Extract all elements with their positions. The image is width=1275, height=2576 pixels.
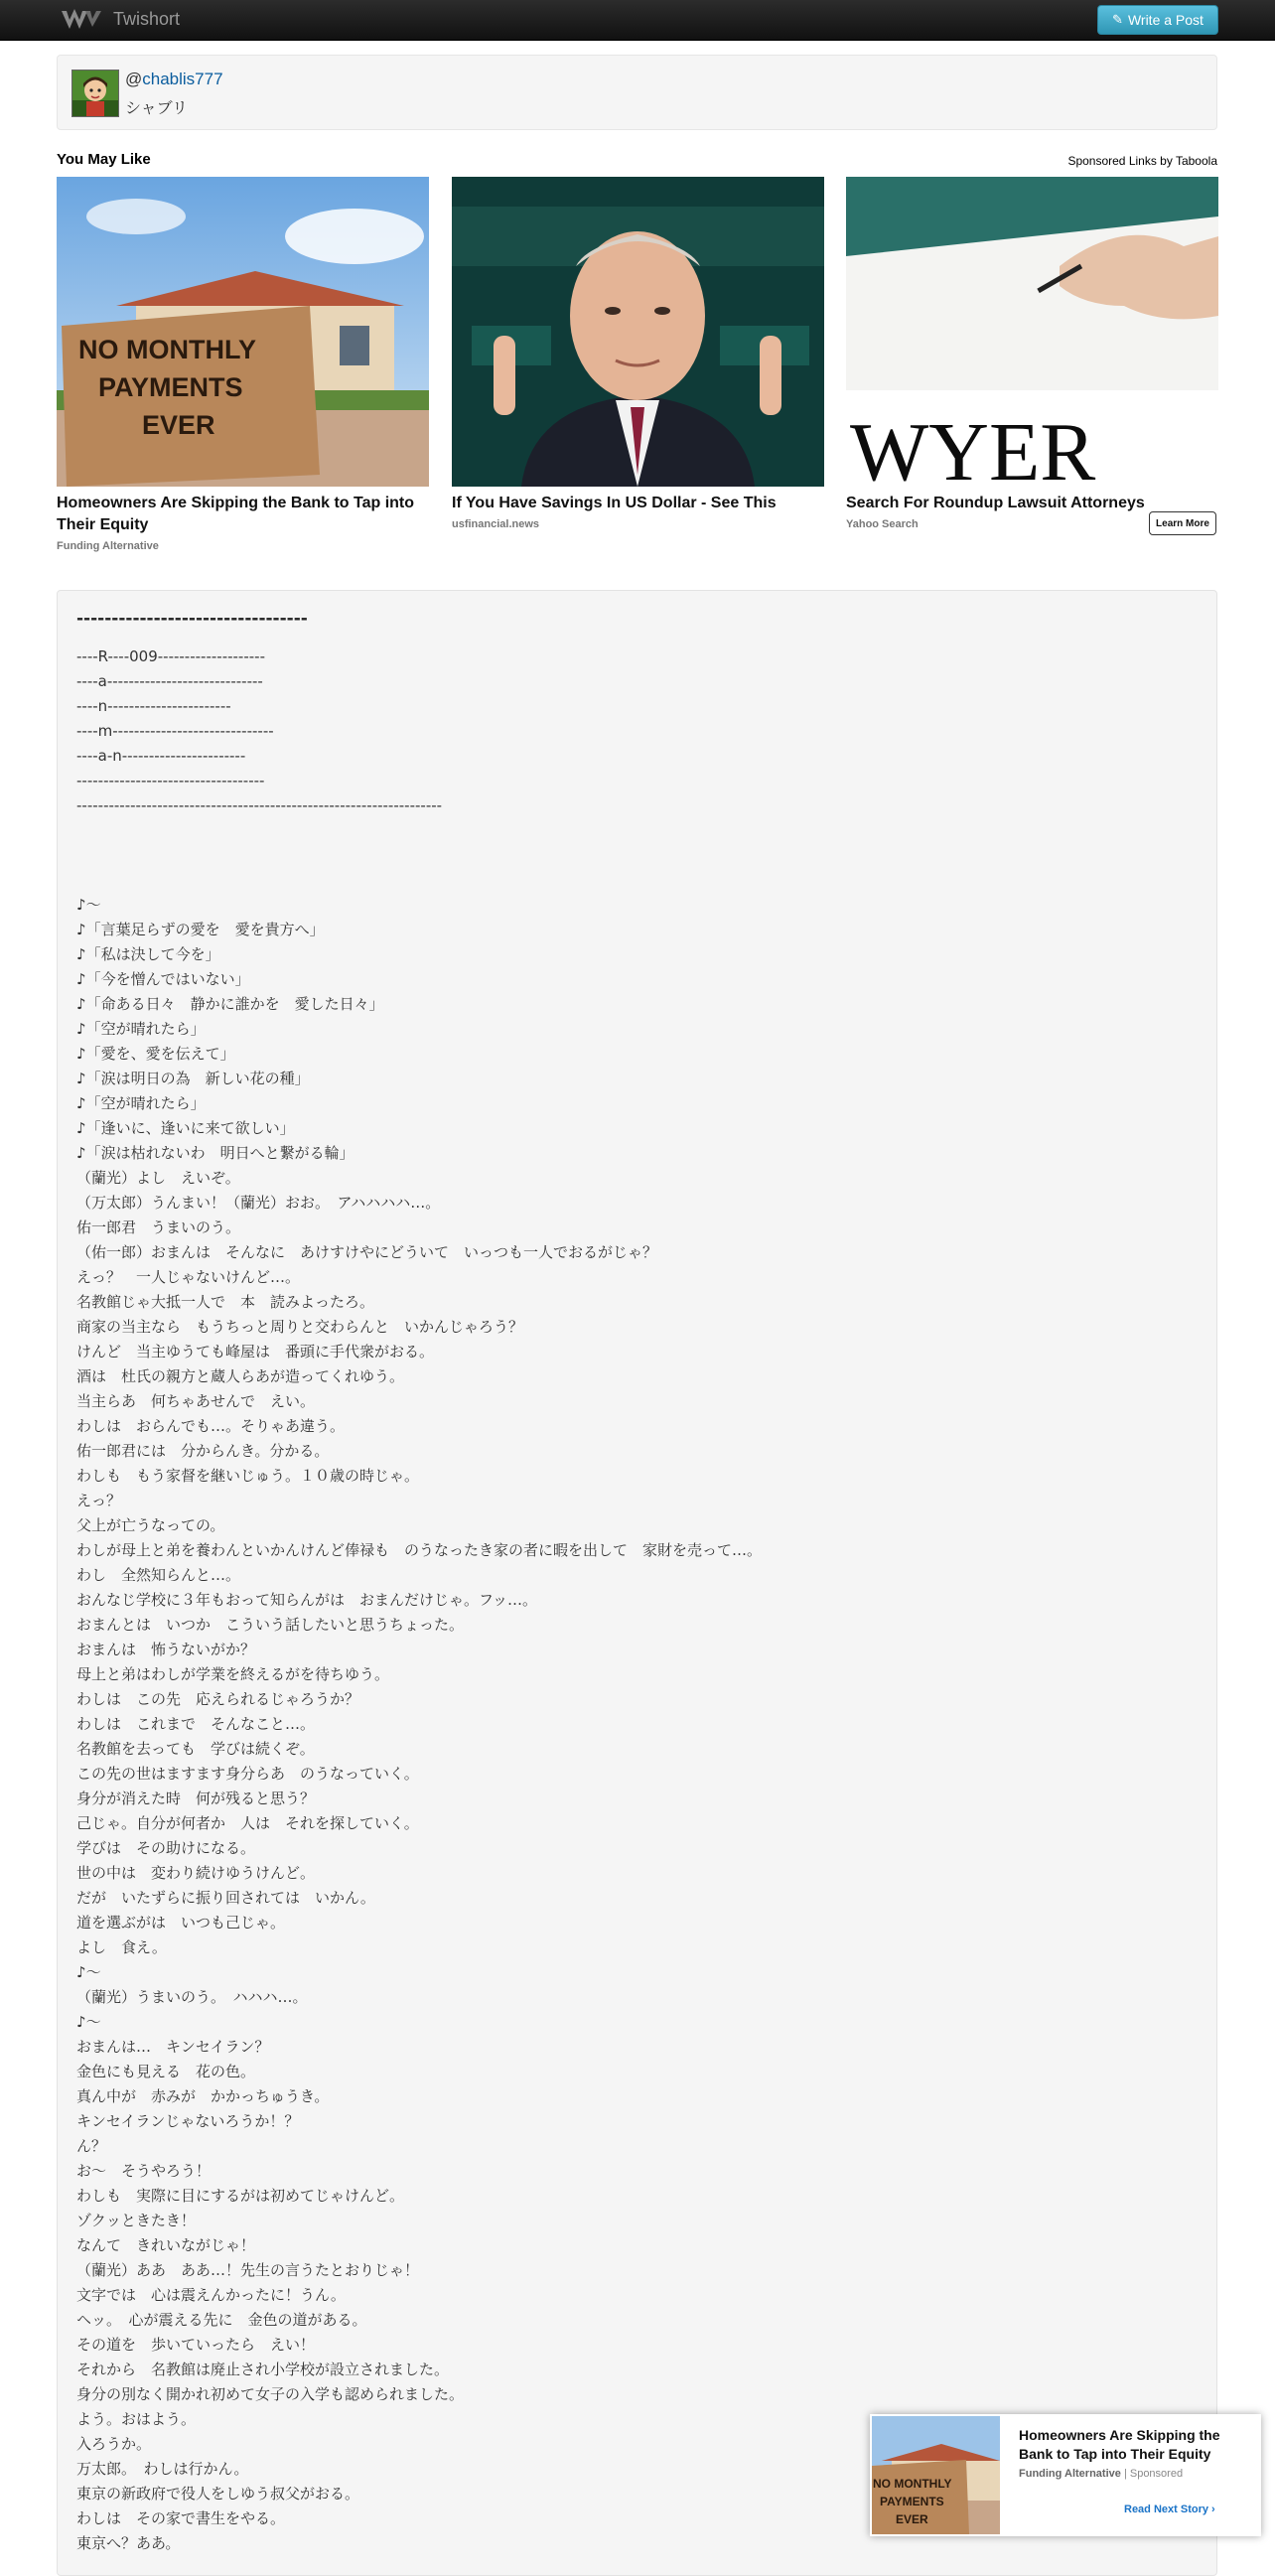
post-line: 東京へ？ああ。 bbox=[76, 2534, 181, 2552]
post-line: 父上が亡うなっての。 bbox=[76, 1516, 225, 1534]
post-line: 万太郎。 わしは行かん。 bbox=[76, 2460, 249, 2478]
write-post-button[interactable] bbox=[1097, 5, 1218, 35]
post-line: （万太郎）うんまい！（蘭光）おお。 アハハハハ…。 bbox=[76, 1194, 441, 1212]
post-line: 東京の新政府で役人をしゆう叔父がおる。 bbox=[76, 2485, 360, 2503]
post-line: おまんは… キンセイラン？ bbox=[76, 2038, 270, 2056]
post-line: ヘッ。 心が震える先に 金色の道がある。 bbox=[76, 2311, 367, 2329]
read-next-story-label: Read Next Story bbox=[1124, 2504, 1208, 2515]
post-line: 名教館を去っても 学びは続くぞ。 bbox=[76, 1740, 315, 1758]
post-line: 母上と弟はわしが学業を終えるがを待ちゆう。 bbox=[76, 1665, 390, 1683]
post-line: おんなじ学校に３年もおって知らんがは おまんだけじゃ。フッ…。 bbox=[76, 1591, 537, 1609]
floating-ad-title[interactable]: Homeowners Are Skipping the Bank to Tap into Their Equity bbox=[1019, 2427, 1220, 2462]
post-line: わしは その家で書生をやる。 bbox=[76, 2509, 286, 2527]
post-line: よう。おはよう。 bbox=[76, 2410, 197, 2428]
you-may-like-title: You May Like bbox=[57, 151, 151, 168]
post-line: 己じゃ。自分が何者か 人は それを探していく。 bbox=[76, 1814, 419, 1832]
recommendation-card-1[interactable] bbox=[57, 177, 429, 552]
post-line: 佑一郎君 うまいのう。 bbox=[76, 1218, 241, 1236]
floating-ad-sponsored: Sponsored bbox=[1129, 2468, 1184, 2480]
post-line: ----a----------------------------- bbox=[76, 672, 263, 690]
author-card bbox=[57, 55, 1217, 130]
post-line: ♪「言葉足らずの愛を 愛を貴方へ」 bbox=[76, 921, 325, 938]
post-line: 酒は 杜氏の親方と蔵人らあが造ってくれゆう。 bbox=[76, 1367, 405, 1385]
post-line: わし 全然知らんと…。 bbox=[76, 1566, 241, 1584]
post-line: ----a-n----------------------- bbox=[76, 747, 246, 765]
post-line: ----m------------------------------ bbox=[76, 722, 274, 740]
post-line: ん？ bbox=[76, 2137, 107, 2155]
author-username-link[interactable] bbox=[125, 70, 223, 89]
post-line: ♪「空が晴れたら」 bbox=[76, 1020, 206, 1038]
brand-name[interactable]: Twishort bbox=[113, 9, 181, 29]
post-line bbox=[76, 818, 1189, 843]
author-display-name: シャブリ bbox=[125, 98, 189, 117]
sponsored-links-label[interactable]: Sponsored Links by Taboola bbox=[1067, 154, 1217, 168]
read-next-story-link[interactable] bbox=[1124, 2504, 1215, 2515]
post-line: えっ？ bbox=[76, 1492, 122, 1509]
post-line: （佑一郎）おまんは そんなに あけすけやにどういて いっつも一人でおるがじゃ？ bbox=[76, 1243, 658, 1261]
card-image-text: EVER bbox=[142, 410, 215, 440]
floating-ad-meta bbox=[1019, 2468, 1183, 2480]
card-image-text: PAYMENTS bbox=[98, 372, 243, 402]
post-line: わしも もう家督を継いじゅう。１０歳の時じゃ。 bbox=[76, 1467, 420, 1485]
post-line bbox=[76, 868, 1189, 893]
float-image-text: EVER bbox=[896, 2512, 928, 2526]
post-line: 名教館じゃ大抵一人で 本 読みよったろ。 bbox=[76, 1293, 375, 1311]
recommendation-source: usfinancial.news bbox=[452, 518, 540, 530]
recommendation-source: Funding Alternative bbox=[57, 540, 159, 552]
post-line: ----n----------------------- bbox=[76, 697, 231, 715]
recommendation-image[interactable] bbox=[57, 177, 429, 487]
author-username: chablis777 bbox=[142, 70, 223, 88]
post-line: ♪「私は決して今を」 bbox=[76, 945, 220, 963]
post-line: 身分が消えた時 何が残ると思う？ bbox=[76, 1789, 316, 1807]
at-sign: @ bbox=[125, 70, 143, 88]
recommendation-source: Yahoo Search bbox=[846, 518, 919, 530]
post-line: ♪「空が晴れたら」 bbox=[76, 1094, 206, 1112]
post-content bbox=[57, 590, 1217, 2576]
post-line: けんど 当主ゆうても峰屋は 番頭に手代衆がおる。 bbox=[76, 1343, 435, 1360]
post-line: （蘭光）よし えいぞ。 bbox=[76, 1169, 240, 1187]
recommendation-card-3[interactable] bbox=[846, 177, 1218, 530]
post-line: お～ そうやろう！ bbox=[76, 2162, 212, 2180]
edit-icon: ✎ bbox=[1112, 12, 1123, 27]
post-line: おまんは 怖うないがか？ bbox=[76, 1641, 256, 1658]
post-line: 身分の別なく開かれ初めて女子の入学も認められました。 bbox=[76, 2385, 465, 2403]
post-line: 商家の当主なら もうちっと周りと交わらんと いかんじゃろう？ bbox=[76, 1318, 524, 1336]
post-line: 学びは その助けになる。 bbox=[76, 1839, 256, 1857]
floating-ad-image[interactable] bbox=[872, 2416, 1000, 2534]
post-line: ♪「涙は明日の為 新しい花の種」 bbox=[76, 1070, 310, 1087]
post-line: 入ろうか。 bbox=[76, 2435, 152, 2453]
card-image-text: NO MONTHLY bbox=[78, 335, 257, 364]
post-line: ♪「今を憎んではいない」 bbox=[76, 970, 250, 988]
post-line: それから 名教館は廃止され小学校が設立されました。 bbox=[76, 2361, 450, 2378]
recommendation-title[interactable]: If You Have Savings In US Dollar - See This bbox=[452, 495, 777, 511]
post-line: なんて きれいながじゃ！ bbox=[76, 2236, 256, 2254]
float-image-text: NO MONTHLY bbox=[873, 2477, 952, 2491]
post-line: わしは これまで そんなこと…。 bbox=[76, 1715, 316, 1733]
floating-ad-source: Funding Alternative bbox=[1019, 2468, 1121, 2480]
post-body bbox=[76, 644, 1189, 2556]
post-line: ♪「命ある日々 静かに誰かを 愛した日々」 bbox=[76, 995, 384, 1013]
post-line: 金色にも見える 花の色。 bbox=[76, 2063, 256, 2080]
post-line: よし 食え。 bbox=[76, 1938, 167, 1956]
post-line: その道を 歩いていったら えい！ bbox=[76, 2336, 316, 2354]
float-image-text: PAYMENTS bbox=[880, 2495, 944, 2508]
write-post-label: Write a Post bbox=[1127, 12, 1204, 28]
recommendation-image[interactable] bbox=[846, 177, 1218, 487]
avatar-icon[interactable] bbox=[71, 70, 119, 117]
post-line: おまんとは いつか こういう話したいと思うちょった。 bbox=[76, 1616, 465, 1634]
floating-ad-separator: | bbox=[1123, 2468, 1127, 2480]
post-line: ♪～ bbox=[76, 896, 101, 914]
learn-more-button[interactable]: Learn More bbox=[1149, 511, 1216, 535]
chevron-right-icon: › bbox=[1211, 2504, 1215, 2515]
post-line: わしは この先 応えられるじゃろうか？ bbox=[76, 1690, 360, 1708]
post-line: だが いたずらに振り回されては いかん。 bbox=[76, 1889, 375, 1907]
post-line: ----R----009-------------------- bbox=[76, 647, 265, 665]
post-line: ----------------------------------- bbox=[76, 772, 265, 789]
post-line: -------------------------------------------------------------------- bbox=[76, 796, 443, 814]
post-line: ♪～ bbox=[76, 2013, 101, 2031]
card-image-text: WYER bbox=[850, 406, 1096, 487]
post-line: （蘭光）うまいのう。 ハハハ…。 bbox=[76, 1988, 308, 2006]
post-line: わしは おらんでも…。そりゃあ違う。 bbox=[76, 1417, 346, 1435]
post-line: （蘭光）ああ ああ…！先生の言うたとおりじゃ！ bbox=[76, 2261, 420, 2279]
post-heading: --------------------------------- bbox=[76, 609, 308, 629]
post-line: 世の中は 変わり続けゆうけんど。 bbox=[76, 1864, 316, 1882]
recommendation-title[interactable]: Homeowners Are Skipping the Bank to Tap into Their Equity bbox=[57, 495, 415, 533]
post-line: ♪「逢いに、逢いに来て欲しい」 bbox=[76, 1119, 295, 1137]
post-line: ♪「涙は枯れないわ 明日へと繋がる輪」 bbox=[76, 1144, 354, 1162]
post-line: 真ん中が 赤みが かかっちゅうき。 bbox=[76, 2087, 330, 2105]
post-line: 佑一郎君には 分からんき。分かる。 bbox=[76, 1442, 330, 1460]
post-line: わしが母上と弟を養わんといかんけんど俸禄も のうなったき家の者に暇を出して 家財を売って…。 bbox=[76, 1541, 763, 1559]
post-line: わしも 実際に目にするがは初めてじゃけんど。 bbox=[76, 2187, 405, 2205]
post-line: キンセイランじゃないろうか！？ bbox=[76, 2112, 300, 2130]
recommendation-card-2[interactable] bbox=[452, 177, 824, 530]
recommendation-title[interactable]: Search For Roundup Lawsuit Attorneys bbox=[846, 495, 1145, 511]
post-line bbox=[76, 843, 1189, 868]
post-line: 文字では 心は震えんかったに！うん。 bbox=[76, 2286, 346, 2304]
recommendation-image[interactable] bbox=[452, 177, 824, 487]
post-line: ♪「愛を、愛を伝えて」 bbox=[76, 1045, 235, 1063]
post-line: ♪～ bbox=[76, 1963, 101, 1981]
post-line: 道を選ぶがは いつも己じゃ。 bbox=[76, 1914, 286, 1932]
post-line: この先の世はますます身分らあ のうなっていく。 bbox=[76, 1765, 419, 1783]
post-line: 当主らあ 何ちゃあせんで えい。 bbox=[76, 1392, 316, 1410]
post-line: えっ？ 一人じゃないけんど…。 bbox=[76, 1268, 301, 1286]
post-line: ゾクッときたき！ bbox=[76, 2212, 196, 2229]
top-navbar bbox=[0, 0, 1275, 41]
twishort-logo-icon[interactable] bbox=[60, 7, 103, 33]
floating-ad[interactable] bbox=[870, 2414, 1261, 2536]
